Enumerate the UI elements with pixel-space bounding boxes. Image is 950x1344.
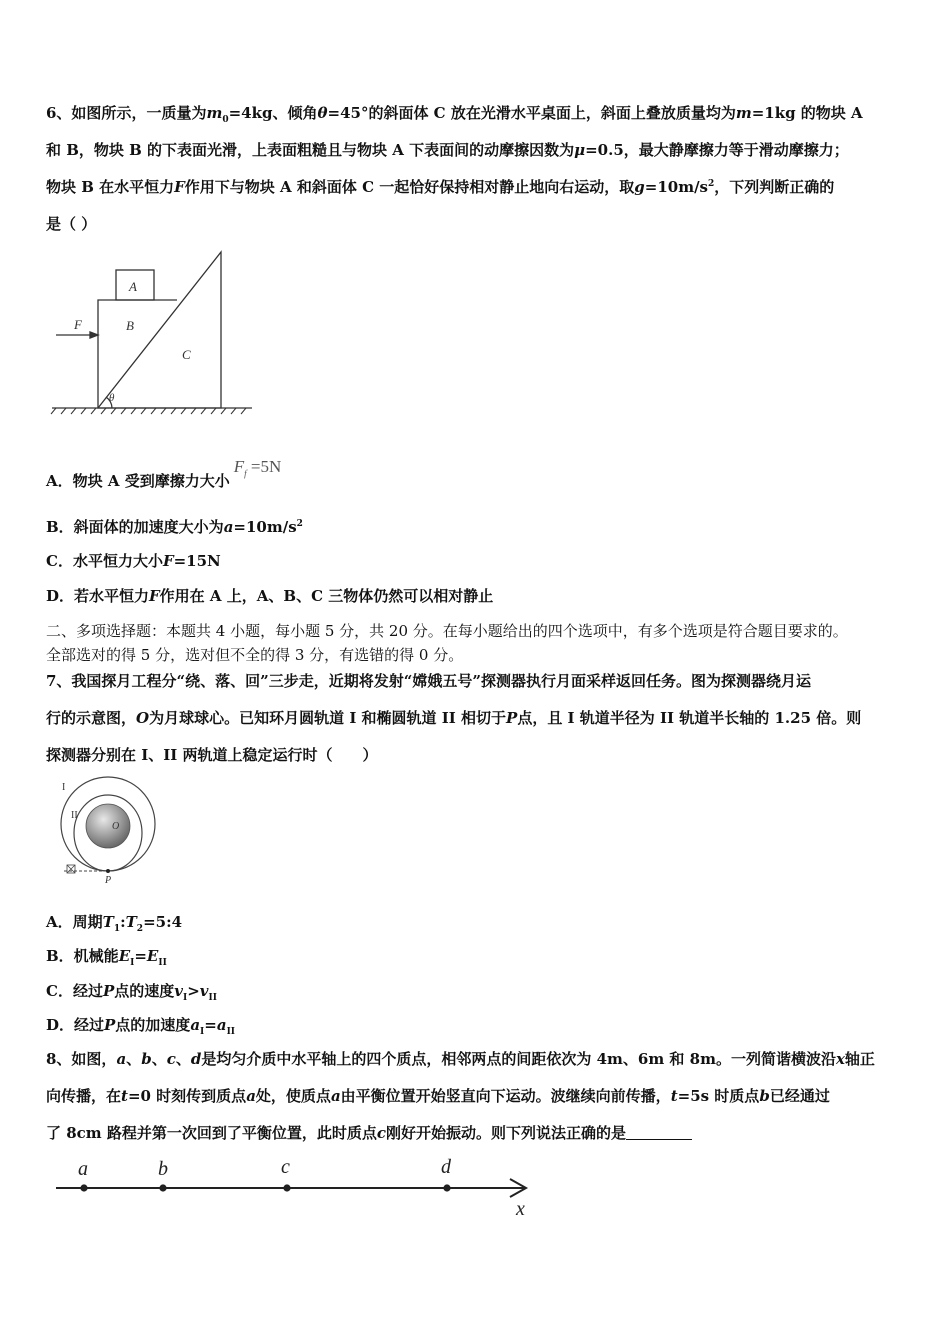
q6-stem-line-3: 物块 B 在水平恒力F作用下与物块 A 和斜面体 C 一起恰好保持相对静止地向右运动，取$g=10m/s^2$，下列判断正确的: [46, 178, 835, 196]
label-b: B: [126, 318, 134, 333]
q6-option-a[interactable]: A．物块 A 受到摩擦力大小$F_f =5N$: [46, 457, 282, 490]
incline-diagram: [46, 246, 256, 416]
q7-stem-line-3: 探测器分别在 I、II 两轨道上稳定运行时（ ）: [46, 746, 378, 764]
point-b: [159, 1184, 166, 1191]
orbit-diagram: [56, 774, 166, 886]
q6-option-b[interactable]: B．斜面体的加速度大小为$a=10m/s^2$: [46, 518, 303, 536]
point-p: [106, 869, 110, 873]
q7-option-c[interactable]: C．经过P点的速度$v_I>v_{II}$: [46, 982, 217, 1003]
answer-blank[interactable]: [626, 1125, 692, 1140]
q8-stem-line-1: 8、如图，a、b、c、d是均匀介质中水平轴上的四个质点，相邻两点的间距依次为 4m、6m 和 8m。一列简谐横波沿x轴正: [46, 1050, 875, 1068]
label-orbit-i: I: [62, 782, 66, 793]
axis-diagram: [52, 1155, 542, 1223]
point-c: [283, 1184, 290, 1191]
label-d: d: [441, 1156, 451, 1178]
label-orbit-ii: II: [71, 810, 78, 821]
q6-option-d[interactable]: D．若水平恒力F作用在 A 上，A、B、C 三物体仍然可以相对静止: [46, 587, 494, 605]
label-o: O: [112, 821, 120, 832]
q6-stem-line-1: 6、如图所示，一质量为$m_0=4kg$、倾角θ=45°的斜面体 C 放在光滑水平桌面上，斜面上叠放质量均为m=1kg 的物块 A: [46, 104, 863, 125]
label-a: a: [78, 1158, 88, 1180]
label-p: P: [105, 875, 112, 886]
label-f: F: [74, 317, 82, 332]
label-c: C: [182, 347, 191, 362]
ground-hatch: [51, 408, 246, 414]
probe-icon: [67, 865, 75, 873]
label-x: x: [516, 1198, 525, 1220]
q6-option-c[interactable]: C．水平恒力大小F=15N: [46, 552, 221, 570]
point-a: [80, 1184, 87, 1191]
section2-header-line-1: 二、多项选择题：本题共 4 小题，每小题 5 分，共 20 分。在每小题给出的四个选项中，有多个选项是符合题目要求的。: [46, 622, 848, 640]
q7-option-b[interactable]: B．机械能$E_I=E_{II}$: [46, 947, 167, 968]
label-theta: θ: [109, 392, 115, 404]
point-d: [443, 1184, 450, 1191]
label-a: A: [129, 279, 137, 294]
label-c: c: [281, 1156, 290, 1178]
q7-option-d[interactable]: D．经过P点的加速度$a_I=a_{II}$: [46, 1016, 235, 1037]
moon: [86, 804, 130, 848]
q7-stem-line-2: 行的示意图，O为月球球心。已知环月圆轨道 I 和椭圆轨道 II 相切于P点，且 I 轨道半径为 II 轨道半长轴的 1.25 倍。则: [46, 709, 862, 727]
q7-option-a[interactable]: A．周期$T_1:T_2=5:4$: [46, 913, 183, 934]
formula-ff: $F_f =5N$: [233, 457, 282, 479]
q6-stem-line-4: 是（ ）: [46, 215, 97, 233]
label-b: b: [158, 1158, 168, 1180]
q8-stem-line-3: 了 8cm 路程并第一次回到了平衡位置，此时质点c刚好开始振动。则下列说法正确的是: [46, 1122, 692, 1143]
q7-stem-line-1: 7、我国探月工程分“绕、落、回”三步走，近期将发射“嫦娥五号”探测器执行月面采样返回任务。图为探测器绕月运: [46, 672, 811, 690]
section2-header-line-2: 全部选对的得 5 分，选对但不全的得 3 分，有选错的得 0 分。: [46, 646, 464, 664]
q8-stem-line-2: 向传播，在t=0 时刻传到质点a处，使质点a由平衡位置开始竖直向下运动。波继续向前传播，t=5s 时质点b已经通过: [46, 1087, 830, 1105]
q6-stem-line-2: 和 B，物块 B 的下表面光滑，上表面粗糙且与物块 A 下表面间的动摩擦因数为μ=0.5，最大静摩擦力等于滑动摩擦力；: [46, 141, 849, 159]
